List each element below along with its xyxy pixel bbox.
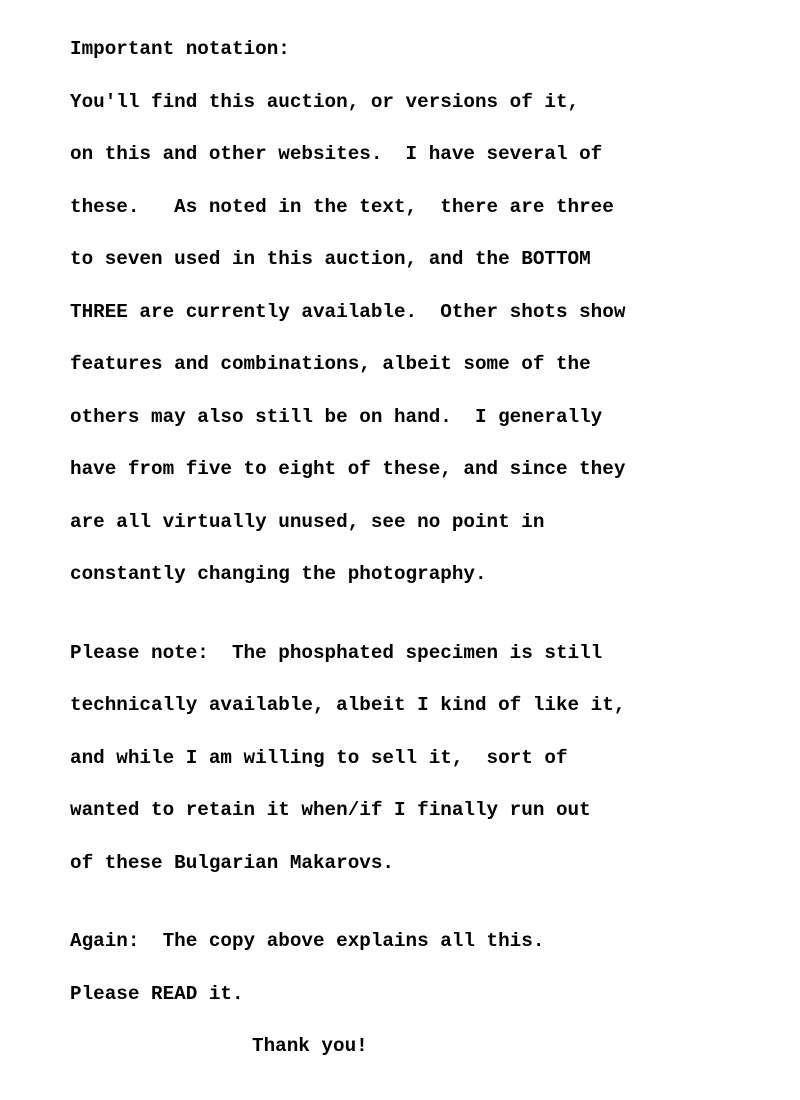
text-line: Please note: The phosphated specimen is still [70, 641, 603, 664]
signoff: Thank you! [252, 1035, 368, 1057]
paragraph-spacer [70, 615, 770, 641]
paragraph-spacer [70, 903, 770, 929]
paragraph-auction-info [70, 90, 770, 615]
paragraph-phosphated-note [70, 641, 770, 904]
paragraph-read-note [70, 929, 770, 1034]
text-line: THREE are currently available. Other shots show [70, 300, 626, 323]
text-line: wanted to retain it when/if I finally run out [70, 799, 591, 821]
text-line: Please READ it. [70, 982, 244, 1005]
text-line: technically available, albeit I kind of like it, [70, 694, 626, 716]
text-line: You'll find this auction, or versions of it, [70, 90, 580, 113]
document-body [70, 37, 770, 1087]
text-line: these. As noted in the text, there are three [70, 195, 614, 218]
text-line: features and combinations, albeit some of the [70, 353, 591, 375]
text-line: and while I am willing to sell it, sort of [70, 746, 568, 769]
text-line: on this and other websites. I have several of [70, 143, 603, 165]
heading: Important notation: [70, 38, 290, 60]
text-line: are all virtually unused, see no point in [70, 510, 545, 533]
text-line: Again: The copy above explains all this. [70, 930, 545, 952]
text-line: to seven used in this auction, and the BOTTOM [70, 248, 591, 270]
text-line: constantly changing the photography. [70, 563, 487, 585]
text-line: others may also still be on hand. I generally [70, 405, 603, 428]
text-line: have from five to eight of these, and since they [70, 458, 626, 480]
text-line: of these Bulgarian Makarovs. [70, 851, 394, 874]
